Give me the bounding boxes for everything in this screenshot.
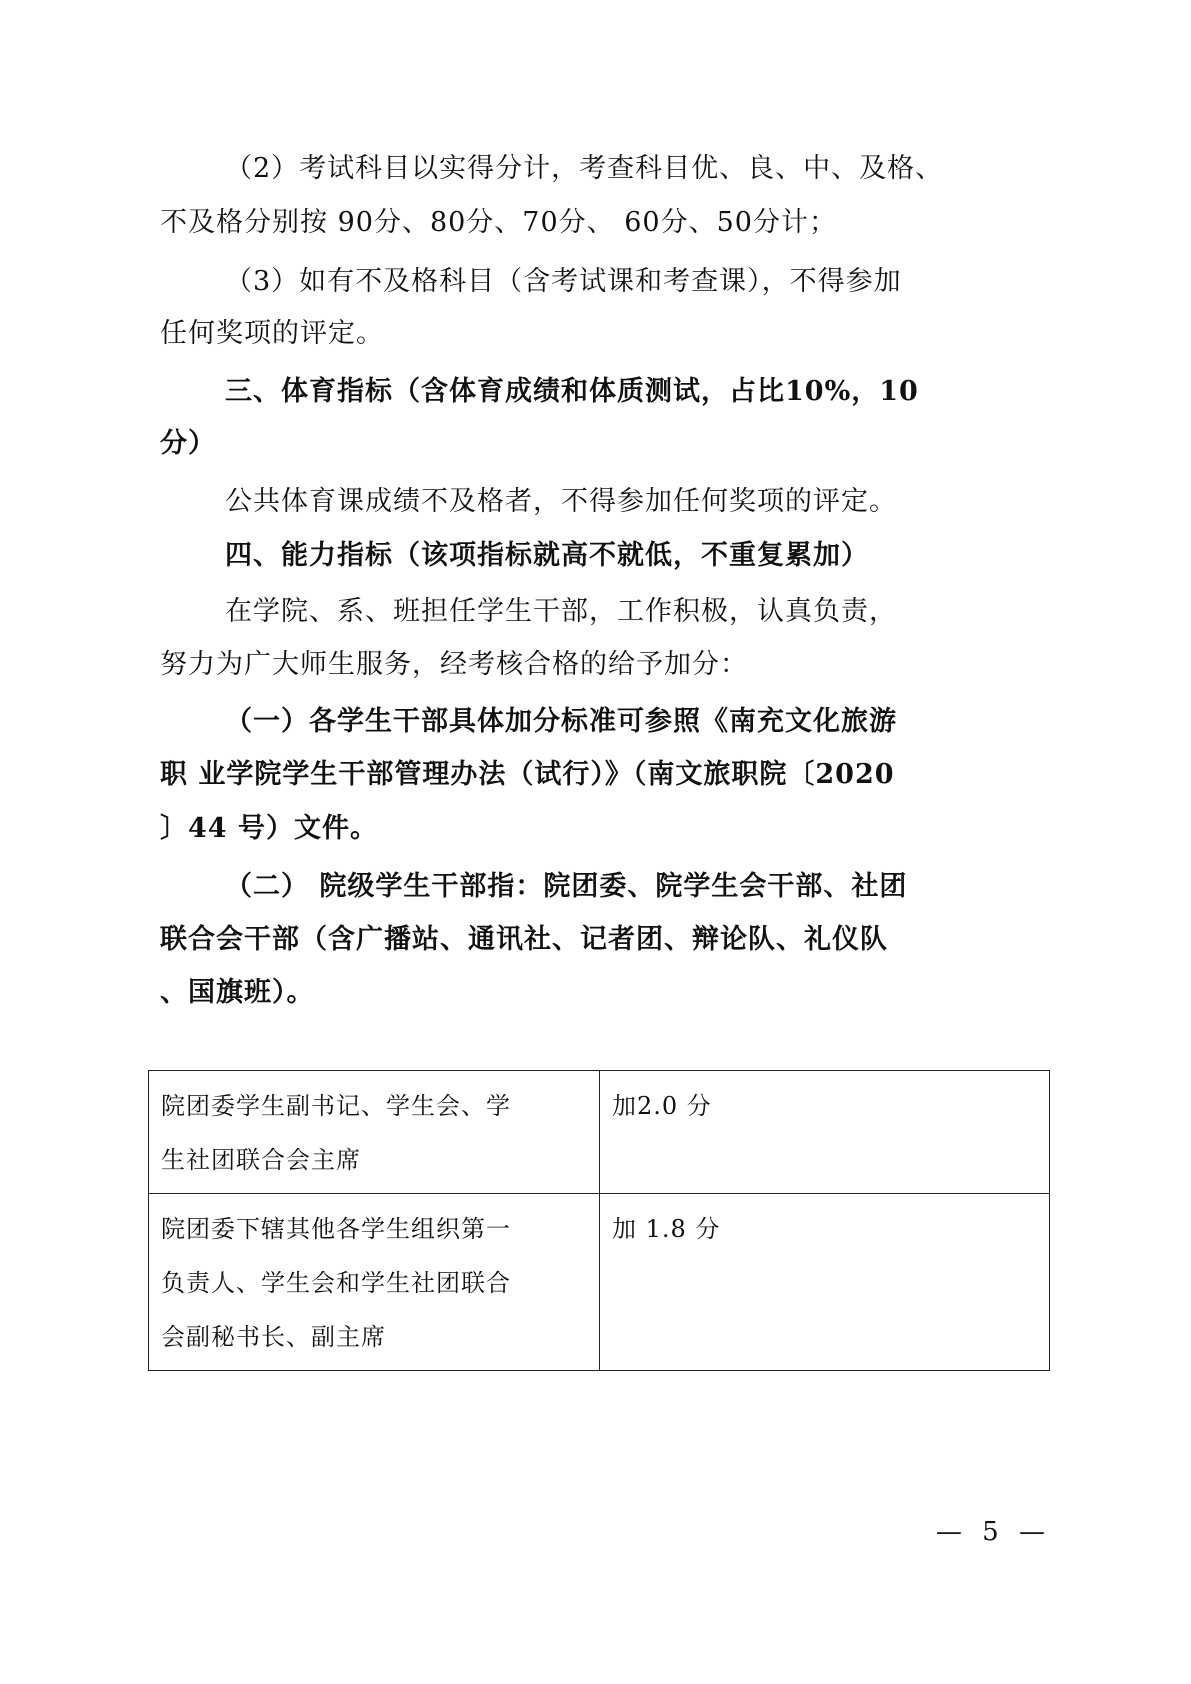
section-heading: 三、体育指标（含体育成绩和体质测试，占比10%，10 (225, 376, 919, 407)
table-row (149, 1071, 1050, 1194)
role-text: 院团委学生副书记、学生会、学 (161, 1092, 511, 1120)
section-heading: 四、能力指标（该项指标就高不就低，不重复累加） (225, 540, 869, 571)
paragraph-line: 不及格分别按 90分、80分、70分、 60分、50分计； (160, 207, 837, 238)
paragraph-line: （二） 院级学生干部指：院团委、院学生会干部、社团 (225, 871, 908, 902)
paragraph-line: 〕44 号）文件。 (160, 813, 378, 844)
role-text: 院团委下辖其他各学生组织第一 (161, 1215, 511, 1243)
points-cell: 加2.0 分 (600, 1071, 1050, 1194)
role-text: 会副秘书长、副主席 (161, 1323, 386, 1351)
role-cell (149, 1194, 600, 1371)
paragraph-line: 联合会干部（含广播站、通讯社、记者团、辩论队、礼仪队 (160, 924, 888, 955)
paragraph-line: （2）考试科目以实得分计，考查科目优、良、中、及格、 (225, 153, 944, 184)
bonus-points-table (148, 1070, 1050, 1371)
paragraph-line: （一）各学生干部具体加分标准可参照《南充文化旅游 (225, 706, 897, 737)
paragraph-line: 努力为广大师生服务，经考核合格的给予加分： (160, 649, 748, 680)
role-text: 生社团联合会主席 (161, 1146, 361, 1174)
paragraph-line: 、国旗班）。 (160, 977, 315, 1008)
table-row (149, 1194, 1050, 1371)
page-number: — 5 — (935, 1517, 1051, 1547)
paragraph-line: 任何奖项的评定。 (160, 318, 384, 349)
section-heading: 分） (160, 428, 216, 459)
paragraph-line: （3）如有不及格科目（含考试课和考查课），不得参加 (225, 266, 902, 297)
paragraph-line: 职 业学院学生干部管理办法（试行）》（南文旅职院〔2020 (160, 759, 895, 790)
role-text: 负责人、学生会和学生社团联合 (161, 1269, 511, 1297)
points-cell: 加 1.8 分 (600, 1194, 1050, 1371)
paragraph-line: 在学院、系、班担任学生干部，工作积极，认真负责， (225, 596, 897, 627)
role-cell (149, 1071, 600, 1194)
paragraph-line: 公共体育课成绩不及格者，不得参加任何奖项的评定。 (225, 486, 897, 517)
